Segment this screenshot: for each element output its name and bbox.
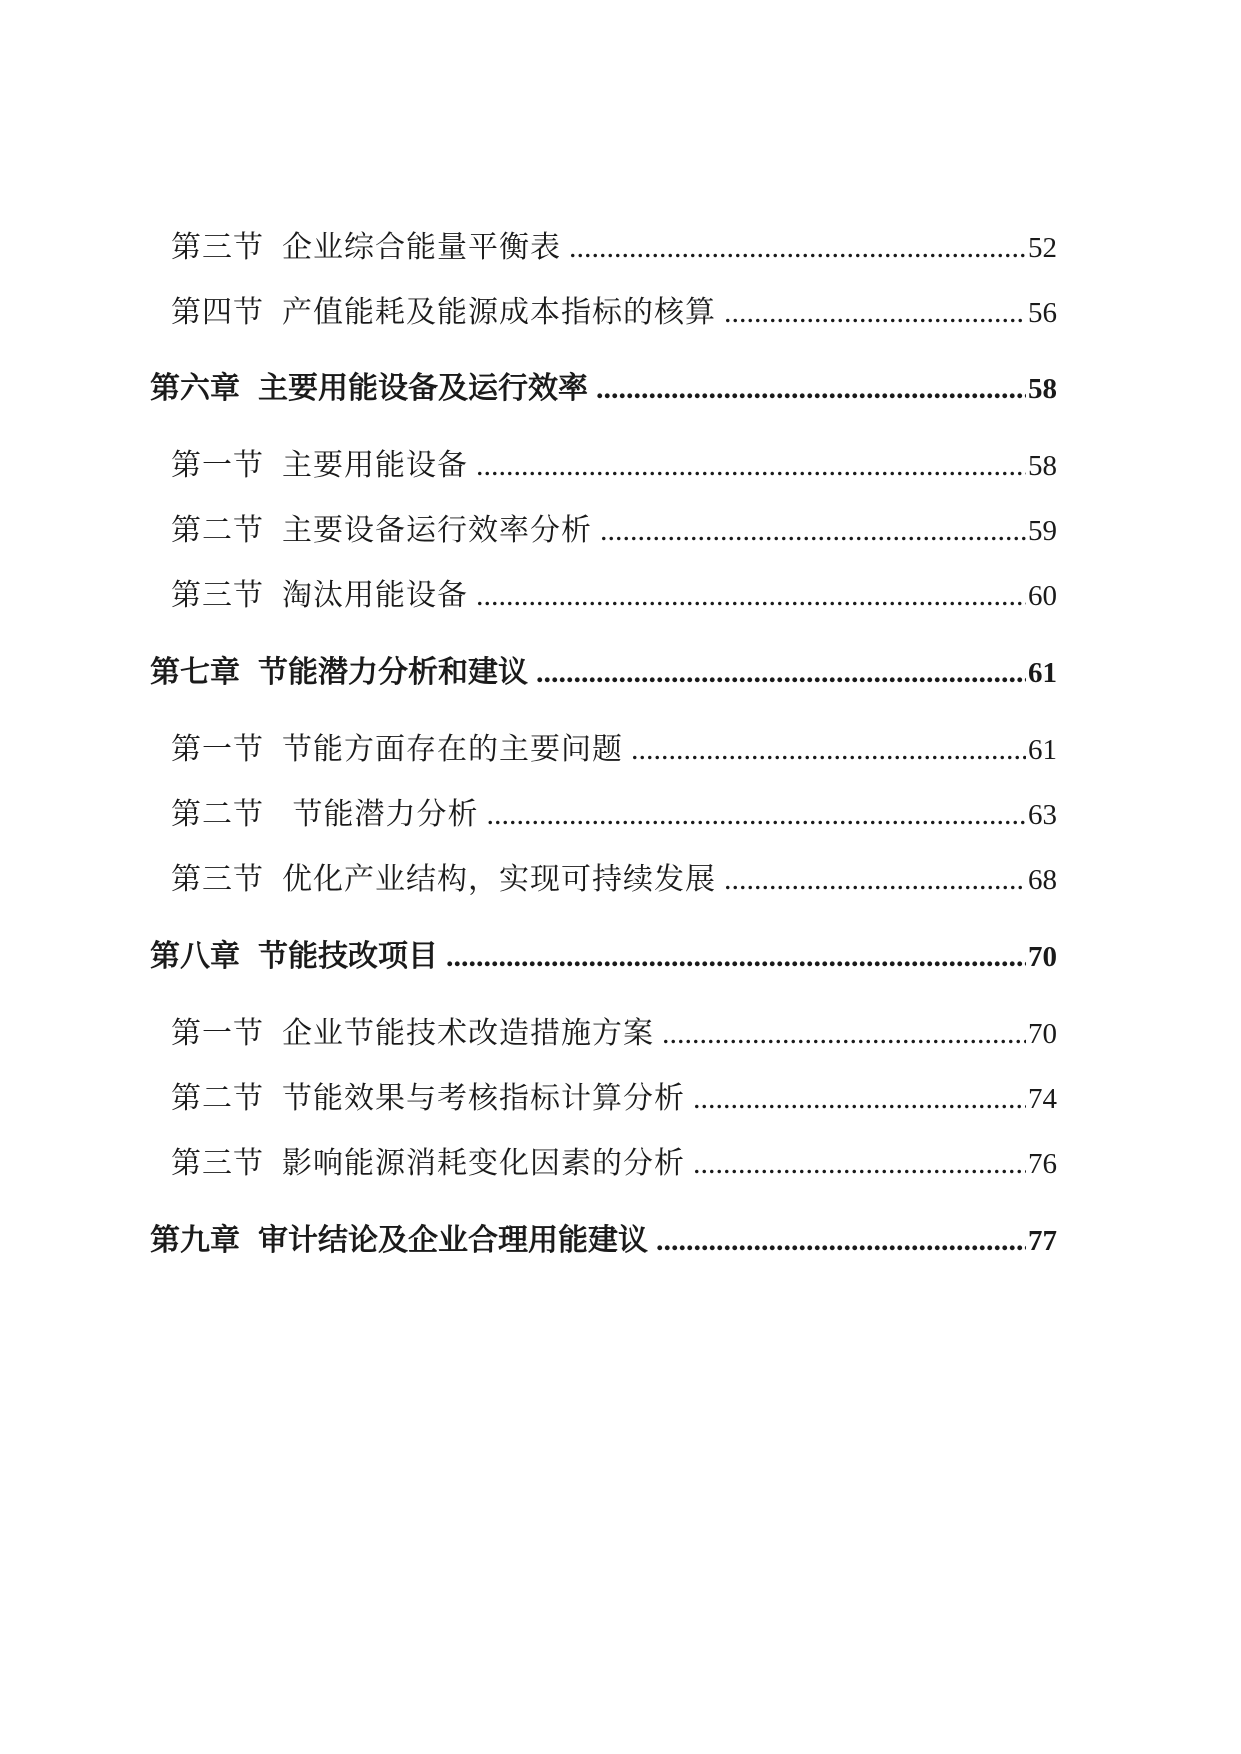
toc-entry[interactable] [171, 570, 1057, 614]
dot-leader [693, 1082, 1026, 1116]
toc-entry-title: 节能方面存在的主要问题 [282, 732, 623, 767]
dot-leader [596, 372, 1026, 406]
toc-entry-label: 第三节 [171, 862, 264, 897]
toc-entry-title: 主要用能设备 [282, 448, 468, 483]
dot-leader [476, 579, 1026, 613]
toc-chapter-page: 77 [1028, 1225, 1057, 1257]
toc-entry-title: 节能效果与考核指标计算分析 [282, 1081, 685, 1116]
toc-chapter[interactable] [150, 1215, 1057, 1259]
toc-entry-page: 76 [1028, 1148, 1057, 1180]
toc-entry[interactable] [171, 1008, 1057, 1052]
toc-entry-title: 优化产业结构，实现可持续发展 [282, 862, 716, 897]
toc-entry-page: 63 [1028, 799, 1057, 831]
dot-leader [724, 296, 1026, 330]
toc-chapter-page: 61 [1028, 657, 1057, 689]
dot-leader [693, 1147, 1026, 1181]
toc-entry-title: 主要设备运行效率分析 [282, 513, 592, 548]
toc-chapter[interactable] [150, 647, 1057, 691]
toc-entry-page: 68 [1028, 864, 1057, 896]
toc-entry-page: 74 [1028, 1083, 1057, 1115]
toc-entry-page: 59 [1028, 515, 1057, 547]
toc-entry-page: 58 [1028, 450, 1057, 482]
toc-entry-title: 企业节能技术改造措施方案 [282, 1016, 654, 1051]
dot-leader [487, 798, 1026, 832]
toc-chapter-label: 第七章 [150, 655, 240, 690]
toc-entry-label: 第一节 [171, 448, 264, 483]
toc-entry[interactable] [171, 789, 1057, 833]
toc-entry[interactable] [171, 440, 1057, 484]
dot-leader [569, 231, 1026, 265]
toc-chapter-title: 节能潜力分析和建议 [258, 655, 528, 690]
dot-leader [536, 656, 1026, 690]
toc-chapter-label: 第六章 [150, 371, 240, 406]
toc-entry[interactable] [171, 854, 1057, 898]
toc-entry-label: 第一节 [171, 1016, 264, 1051]
toc-chapter-title: 主要用能设备及运行效率 [258, 371, 588, 406]
toc-entry-page: 60 [1028, 580, 1057, 612]
dot-leader [724, 863, 1026, 897]
toc-entry-title: 影响能源消耗变化因素的分析 [282, 1146, 685, 1181]
toc-entry-page: 61 [1028, 734, 1057, 766]
toc-entry[interactable] [171, 724, 1057, 768]
toc-entry-label: 第三节 [171, 578, 264, 613]
toc-entry-label: 第四节 [171, 295, 264, 330]
toc-entry-page: 70 [1028, 1018, 1057, 1050]
toc-entry-page: 56 [1028, 297, 1057, 329]
toc-chapter[interactable] [150, 363, 1057, 407]
toc-entry[interactable] [171, 222, 1057, 266]
dot-leader [656, 1224, 1026, 1258]
dot-leader [446, 940, 1026, 974]
toc-entry-label: 第三节 [171, 1146, 264, 1181]
toc-entry[interactable] [171, 1073, 1057, 1117]
toc-entry-label: 第二节 [171, 513, 264, 548]
toc-entry-title: 产值能耗及能源成本指标的核算 [282, 295, 716, 330]
toc-chapter-label: 第九章 [150, 1223, 240, 1258]
toc-chapter-title: 节能技改项目 [258, 939, 438, 974]
toc-chapter-title: 审计结论及企业合理用能建议 [258, 1223, 648, 1258]
dot-leader [662, 1017, 1026, 1051]
toc-chapter-page: 70 [1028, 941, 1057, 973]
toc-entry-label: 第二节 [171, 1081, 264, 1116]
dot-leader [631, 733, 1026, 767]
toc-entry-label: 第三节 [171, 230, 264, 265]
dot-leader [476, 449, 1026, 483]
toc-chapter[interactable] [150, 931, 1057, 975]
toc-entry[interactable] [171, 505, 1057, 549]
toc-entry-title: 企业综合能量平衡表 [282, 230, 561, 265]
toc-entry-title: 节能潜力分析 [282, 797, 479, 832]
toc-chapter-label: 第八章 [150, 939, 240, 974]
toc-entry[interactable] [171, 1138, 1057, 1182]
toc-chapter-page: 58 [1028, 373, 1057, 405]
toc-entry-label: 第二节 [171, 797, 264, 832]
dot-leader [600, 514, 1026, 548]
toc-entry-title: 淘汰用能设备 [282, 578, 468, 613]
toc-entry-page: 52 [1028, 232, 1057, 264]
toc-entry-label: 第一节 [171, 732, 264, 767]
toc-entry[interactable] [171, 287, 1057, 331]
